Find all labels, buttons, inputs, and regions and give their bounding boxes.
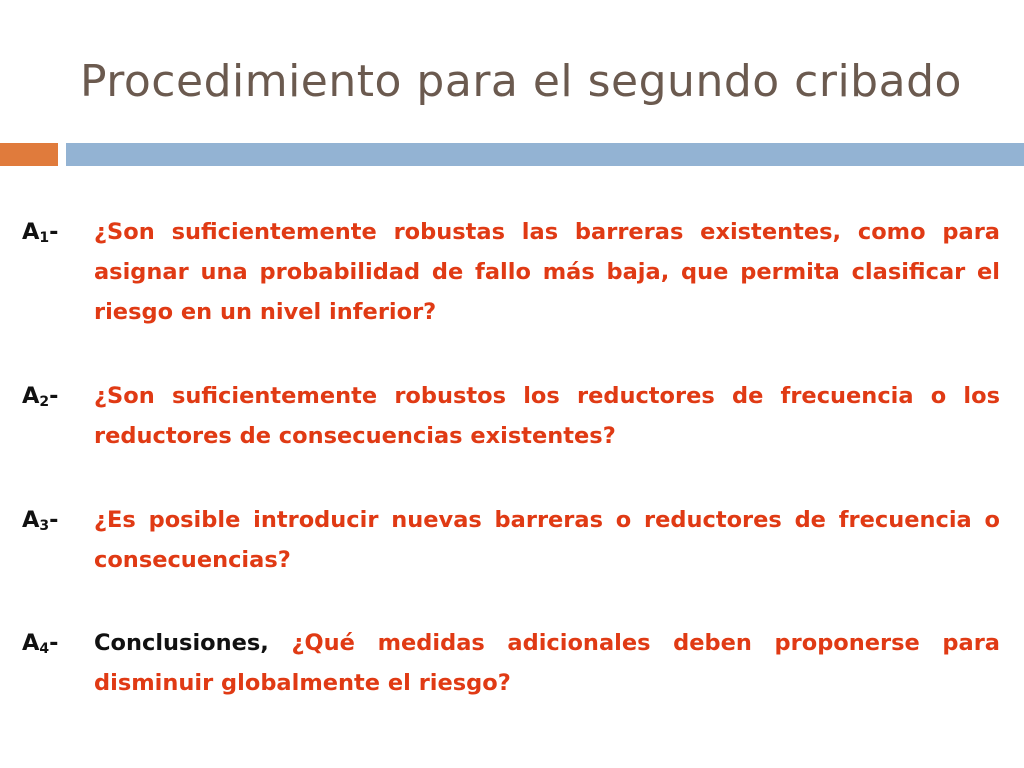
item-question: ¿Son suficientemente robustos los reductores de frecuencia o los reductores de consecuencias existentes? — [94, 383, 1000, 449]
item-a3 — [22, 500, 1000, 580]
item-question: ¿Son suficientemente robustas las barreras existentes, como para asignar una probabilidad de fallo más baja, que permita clasificar el riesgo en un nivel inferior? — [94, 219, 1000, 325]
item-a1 — [22, 212, 1000, 332]
conclusions-question: ¿Qué medidas adicionales deben proponerse para disminuir globalmente el riesgo? — [94, 630, 1000, 696]
item-question — [94, 623, 1000, 703]
conclusions-lead: Conclusiones, — [94, 630, 292, 656]
item-label: $A_3-$ — [22, 507, 59, 534]
accent-bar-orange — [0, 143, 58, 166]
slide-title: Procedimiento para el segundo cribado — [80, 56, 962, 107]
item-label: $A_1-$ — [22, 219, 59, 246]
item-label: $A_2-$ — [22, 383, 59, 410]
item-a2 — [22, 376, 1000, 456]
item-label: $A_4-$ — [22, 630, 59, 657]
item-question: ¿Es posible introducir nuevas barreras o reductores de frecuencia o consecuencias? — [94, 507, 1000, 573]
accent-bar-blue — [66, 143, 1024, 166]
item-a4 — [22, 623, 1000, 703]
